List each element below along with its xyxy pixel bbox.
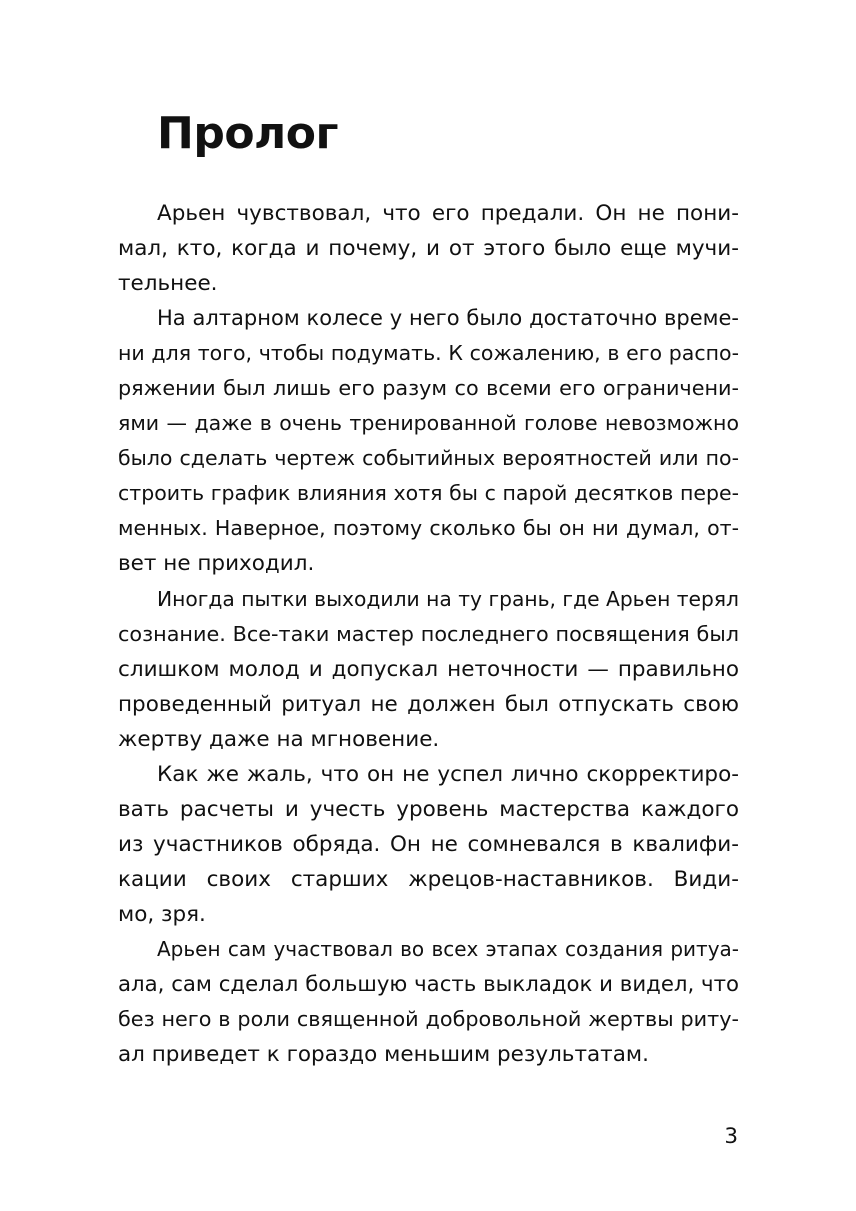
text-line: ала, сам сделал большую часть выкладок и видел, что [118, 972, 739, 998]
text-line: тельнее. [118, 271, 218, 297]
text-line: ями — даже в очень тренированной голове невозможно [118, 411, 739, 436]
text-line: менных. Наверное, поэтому сколько бы он ни думал, от- [118, 516, 739, 541]
text-line: ряжении был лишь его разум со всеми его ограничени- [118, 376, 739, 401]
text-line: вать расчеты и учесть уровень мастерства каждого [118, 796, 739, 822]
text-line: ал приведет к гораздо меньшим результатам. [118, 1042, 649, 1068]
chapter-title: Пролог [157, 108, 338, 159]
text-line: мал, кто, когда и почему, и от этого было еще мучи- [118, 236, 739, 262]
text-line: сознание. Все-таки мастер последнего посвящения был [118, 621, 739, 646]
text-line: без него в роли священной добровольной жертвы риту- [118, 1007, 739, 1032]
text-line: мо, зря. [118, 901, 206, 927]
text-line: ни для того, чтобы подумать. К сожалению, в его распо- [118, 341, 739, 366]
text-line: Иногда пытки выходили на ту грань, где Арьен терял [157, 586, 739, 611]
text-line: из участников обряда. Он не сомневался в квалифи- [118, 831, 739, 857]
text-line: вет не приходил. [118, 551, 315, 577]
text-line: было сделать чертеж событийных вероятностей или по- [118, 446, 739, 471]
text-line: жертву даже на мгновение. [118, 726, 440, 752]
text-line: слишком молод и допускал неточности — правильно [118, 656, 739, 682]
text-line: Арьен сам участвовал во всех этапах создания ритуа- [157, 936, 739, 961]
chapter-body [118, 196, 739, 1072]
text-line: проведенный ритуал не должен был отпускать свою [118, 691, 739, 717]
text-line: Арьен чувствовал, что его предали. Он не пони- [157, 201, 739, 226]
text-line: На алтарном колесе у него было достаточно време- [157, 306, 739, 331]
text-line: строить график влияния хотя бы с парой десятков пере- [118, 481, 739, 506]
page-number: 3 [724, 1124, 738, 1149]
text-line: кации своих старших жрецов-наставников. Види- [118, 866, 739, 892]
text-line: Как же жаль, что он не успел лично скорректиро- [157, 761, 739, 787]
